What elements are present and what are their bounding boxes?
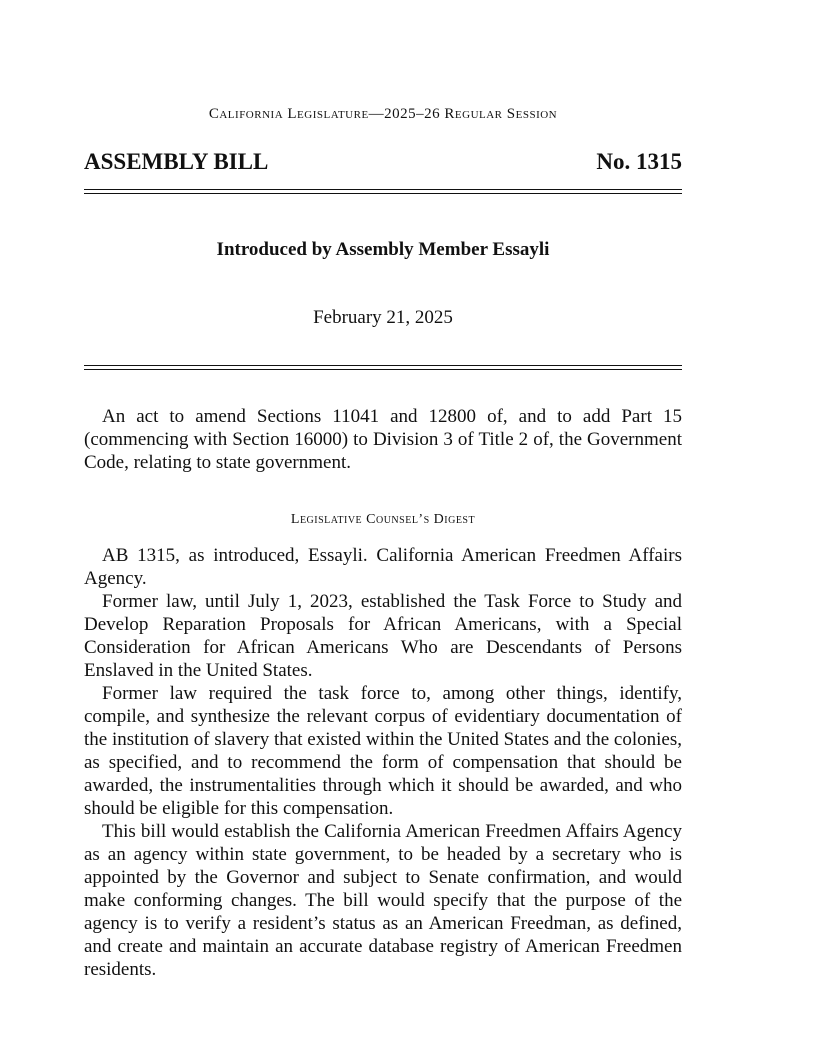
top-rule-1 [84, 189, 682, 190]
act-title-text: An act to amend Sections 11041 and 12800 of, and to add Part 15 (commencing with Section 16000) to Division 3 of Title 2 of, the Government Code, relating to state government. [84, 406, 682, 473]
top-rule-2 [84, 193, 682, 194]
digest-paragraph: AB 1315, as introduced, Essayli. California American Freedmen Affairs Agency. [84, 545, 682, 589]
mid-rule-1 [84, 365, 682, 366]
digest-body [84, 544, 682, 981]
mid-rule-2 [84, 369, 682, 370]
digest-paragraph: Former law required the task force to, among other things, identify, compile, and synthesize the relevant corpus of evidentiary documentation of the institution of slavery that existed within the United States and the colonies, as specified, and to recommend the form of compensation that should be awarded, the instrumentalities through which it should be awarded, and who should be eligible for this compensation. [84, 683, 682, 819]
introduction-date: February 21, 2025 [313, 307, 453, 328]
bill-number: No. 1315 [596, 149, 682, 174]
session-line: California Legislature—2025–26 Regular Session [208, 106, 558, 122]
act-title [84, 405, 682, 474]
introduced-by: Introduced by Assembly Member Essayli [216, 239, 550, 260]
digest-heading: Legislative Counsel’s Digest [290, 512, 476, 527]
bill-title-row [84, 149, 682, 179]
bill-type: ASSEMBLY BILL [84, 149, 269, 174]
digest-paragraph: This bill would establish the California American Freedmen Affairs Agency as an agency within state government, to be headed by a secretary who is appointed by the Governor and subject to Senate confirmation, and would make conforming changes. The bill would specify that the purpose of the agency is to verify a resident’s status as an American Freedman, as defined, and create and maintain an accurate database registry of American Freedmen residents. [84, 821, 682, 980]
digest-paragraph: Former law, until July 1, 2023, established the Task Force to Study and Develop Reparation Proposals for African Americans, with a Special Consideration for African Americans Who are Descendants of Persons Enslaved in the United States. [84, 591, 682, 681]
